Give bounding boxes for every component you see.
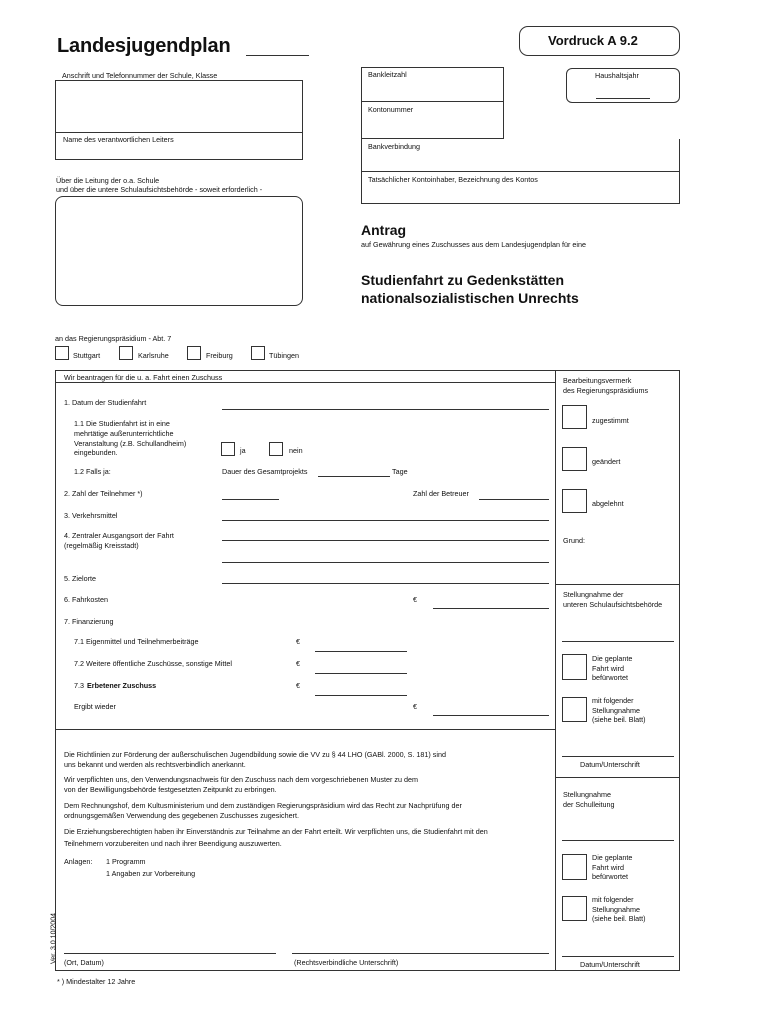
q1-label: 1. Datum der Studienfahrt xyxy=(64,398,147,407)
declaration-rechnungshof: Dem Rechnungshof, dem Kultusministerium und dem zuständigen Regierungspräsidium wird das Recht zur Nachprüfung der ordnungsgemäßen Verwendung des gegebenen Zuschusses zugesichert. xyxy=(64,801,462,820)
kontonummer-label: Kontonummer xyxy=(368,105,414,114)
schule-folgender-label: mit folgender Stellungnahme (siehe beil. Blatt) xyxy=(592,895,646,924)
q7-3-currency: € xyxy=(296,681,300,690)
q7-1-label: 7.1 Eigenmittel und Teilnehmerbeiträge xyxy=(74,637,199,646)
tuebingen-label: Tübingen xyxy=(269,351,299,360)
antrag-subtitle: auf Gewährung eines Zuschusses aus dem Landesjugendplan für eine xyxy=(361,240,586,249)
karlsruhe-label: Karlsruhe xyxy=(138,351,169,360)
bankleitzahl-field[interactable] xyxy=(361,67,504,102)
ausgangsort-line-2[interactable] xyxy=(222,562,549,563)
q1-1-label: 1.1 Die Studienfahrt ist in eine mehrtätige außerunterrichtliche Veranstaltung (z.B. Schullandheim) eingebunden. xyxy=(74,419,187,458)
geaendert-label: geändert xyxy=(592,457,621,466)
freiburg-label: Freiburg xyxy=(206,351,233,360)
bankverbindung-field[interactable] xyxy=(361,139,680,172)
fahrkosten-line[interactable] xyxy=(433,608,549,609)
q6-label: 6. Fahrkosten xyxy=(64,595,108,604)
stellungnahme-untere-line[interactable] xyxy=(562,641,674,642)
right-column-divider xyxy=(555,370,556,971)
betreuer-label: Zahl der Betreuer xyxy=(413,489,469,498)
anlage-programm: 1 Programm xyxy=(106,857,146,866)
karlsruhe-checkbox[interactable] xyxy=(119,346,133,360)
page-title: Landesjugendplan xyxy=(57,35,231,57)
q7-2-currency: € xyxy=(296,659,300,668)
schule-datum-label: Datum/Unterschrift xyxy=(580,960,640,969)
stellungnahme-untere-label: Stellungnahme der unteren Schulaufsichtsbehörde xyxy=(563,590,663,609)
freiburg-checkbox[interactable] xyxy=(187,346,201,360)
q7-3-label: Erbetener Zuschuss xyxy=(87,681,157,690)
ergibt-line[interactable] xyxy=(433,715,549,716)
declaration-richtlinien: Die Richtlinien zur Förderung der außerschulischen Jugendbildung sowie die VV zu § 44 LHO (GABl. 2000, S. 181) sind uns bekannt und werden als rechtsverbindlich anerkannt. xyxy=(64,750,446,769)
untere-befuerwortet-label: Die geplante Fahrt wird befürwortet xyxy=(592,654,633,683)
q7-1-currency: € xyxy=(296,637,300,646)
schule-datum-line[interactable] xyxy=(562,956,674,957)
schule-befuerwortet-checkbox[interactable] xyxy=(562,854,587,880)
right-section-divider-1 xyxy=(555,584,680,585)
geaendert-checkbox[interactable] xyxy=(562,447,587,471)
zuschuesse-line[interactable] xyxy=(315,673,407,674)
anlagen-label: Anlagen: xyxy=(64,857,93,866)
ort-datum-label: (Ort, Datum) xyxy=(64,958,104,967)
zielorte-line[interactable] xyxy=(222,583,549,584)
untere-datum-label: Datum/Unterschrift xyxy=(580,760,640,769)
schule-folgender-checkbox[interactable] xyxy=(562,896,587,921)
stellungnahme-schule-line[interactable] xyxy=(562,840,674,841)
kontoinhaber-field[interactable] xyxy=(361,172,680,204)
stuttgart-label: Stuttgart xyxy=(73,351,101,360)
zugestimmt-checkbox[interactable] xyxy=(562,405,587,429)
untere-befuerwortet-checkbox[interactable] xyxy=(562,654,587,680)
grund-label: Grund: xyxy=(563,536,585,545)
haushaltsjahr-label: Haushaltsjahr xyxy=(595,71,639,80)
schule-befuerwortet-label: Die geplante Fahrt wird befürwortet xyxy=(592,853,633,882)
q5-label: 5. Zielorte xyxy=(64,574,96,583)
tuebingen-checkbox[interactable] xyxy=(251,346,265,360)
teilnehmer-line[interactable] xyxy=(222,499,279,500)
q1-date-line[interactable] xyxy=(222,409,549,410)
q1-2-label: 1.2 Falls ja: xyxy=(74,467,111,476)
nein-label: nein xyxy=(289,446,303,455)
ort-datum-line[interactable] xyxy=(64,953,276,954)
leader-name-label: Name des verantwortlichen Leiters xyxy=(63,135,174,144)
fahrkosten-currency: € xyxy=(413,595,417,604)
q3-label: 3. Verkehrsmittel xyxy=(64,511,118,520)
haushaltsjahr-line xyxy=(596,98,650,99)
authority-label: Über die Leitung der o.a. Schule und über die untere Schulaufsichtsbehörde - soweit erforderlich - xyxy=(56,176,263,195)
bearbeitungsvermerk-label: Bearbeitungsvermerk des Regierungspräsidiums xyxy=(563,376,649,395)
q4-label: 4. Zentraler Ausgangsort der Fahrt (regelmäßig Kreisstadt) xyxy=(64,531,174,550)
form-intro: Wir beantragen für die u. a. Fahrt einen Zuschuss xyxy=(64,373,223,382)
version-label: Ver. 3.0 10/2004 xyxy=(50,913,58,964)
ergibt-label: Ergibt wieder xyxy=(74,702,116,711)
antrag-title-line2: nationalsozialistischen Unrechts xyxy=(361,290,579,306)
eigenmittel-line[interactable] xyxy=(315,651,407,652)
abgelehnt-checkbox[interactable] xyxy=(562,489,587,513)
untere-folgender-checkbox[interactable] xyxy=(562,697,587,722)
q7-3-number: 7.3 xyxy=(74,681,84,690)
anlage-vorbereitung: 1 Angaben zur Vorbereitung xyxy=(106,869,196,878)
antrag-title-line1: Studienfahrt zu Gedenkstätten xyxy=(361,272,565,288)
unterschrift-line[interactable] xyxy=(292,953,549,954)
declaration-erziehungsberechtigte: Die Erziehungsberechtigten haben ihr Einverständnis zur Teilnahme an der Fahrt erteilt. Wir verpflichten uns, die Studienfahrt mit den Teilnehmern vorzubereiten und nach ihrer Beendigung auszuwerten. xyxy=(64,827,488,848)
stuttgart-checkbox[interactable] xyxy=(55,346,69,360)
footnote: * ) Mindestalter 12 Jahre xyxy=(57,977,136,986)
kontonummer-field[interactable] xyxy=(361,102,504,139)
ja-checkbox[interactable] xyxy=(221,442,235,456)
abgelehnt-label: abgelehnt xyxy=(592,499,624,508)
antrag-heading: Antrag xyxy=(361,222,407,238)
untere-datum-line[interactable] xyxy=(562,756,674,757)
unterschrift-label: (Rechtsverbindliche Unterschrift) xyxy=(294,958,399,967)
authority-stamp-field[interactable] xyxy=(55,196,303,306)
declarations-divider xyxy=(55,729,555,730)
ergibt-currency: € xyxy=(413,702,417,711)
regierung-label: an das Regierungspräsidium - Abt. 7 xyxy=(55,334,172,343)
verkehrsmittel-line[interactable] xyxy=(222,520,549,521)
ja-label: ja xyxy=(240,446,246,455)
q7-2-label: 7.2 Weitere öffentliche Zuschüsse, sonstige Mittel xyxy=(74,659,232,668)
right-section-divider-2 xyxy=(555,777,680,778)
school-address-label: Anschrift und Telefonnummer der Schule, Klasse xyxy=(62,71,218,80)
tage-label: Tage xyxy=(392,467,408,476)
declaration-verwendungsnachweis: Wir verpflichten uns, den Verwendungsnachweis für den Zuschuss nach dem vorgeschriebenen Muster zu dem von der Bewilligungsbehörde festgesetzten Zeitpunkt zu erbringen. xyxy=(64,775,418,794)
leader-name-field[interactable] xyxy=(55,132,303,160)
school-address-field[interactable] xyxy=(55,80,303,132)
dauer-line[interactable] xyxy=(318,476,390,477)
erbetener-zuschuss-line[interactable] xyxy=(315,695,407,696)
title-year-line[interactable] xyxy=(246,55,309,56)
haushaltsjahr-box[interactable] xyxy=(566,68,680,103)
bankleitzahl-label: Bankleitzahl xyxy=(368,70,407,79)
stellungnahme-schule-label: Stellungnahme der Schulleitung xyxy=(563,790,615,809)
kontoinhaber-label: Tatsächlicher Kontoinhaber, Bezeichnung des Kontos xyxy=(368,175,538,184)
betreuer-line[interactable] xyxy=(479,499,549,500)
untere-folgender-label: mit folgender Stellungnahme (siehe beil. Blatt) xyxy=(592,696,646,725)
zugestimmt-label: zugestimmt xyxy=(592,416,629,425)
dauer-label: Dauer des Gesamtprojekts xyxy=(222,467,308,476)
q7-label: 7. Finanzierung xyxy=(64,617,114,626)
form-id-box xyxy=(519,26,680,56)
nein-checkbox[interactable] xyxy=(269,442,283,456)
q2-label: 2. Zahl der Teilnehmer *) xyxy=(64,489,143,498)
form-id: Vordruck A 9.2 xyxy=(548,33,638,48)
ausgangsort-line-1[interactable] xyxy=(222,540,549,541)
bankverbindung-label: Bankverbindung xyxy=(368,142,420,151)
